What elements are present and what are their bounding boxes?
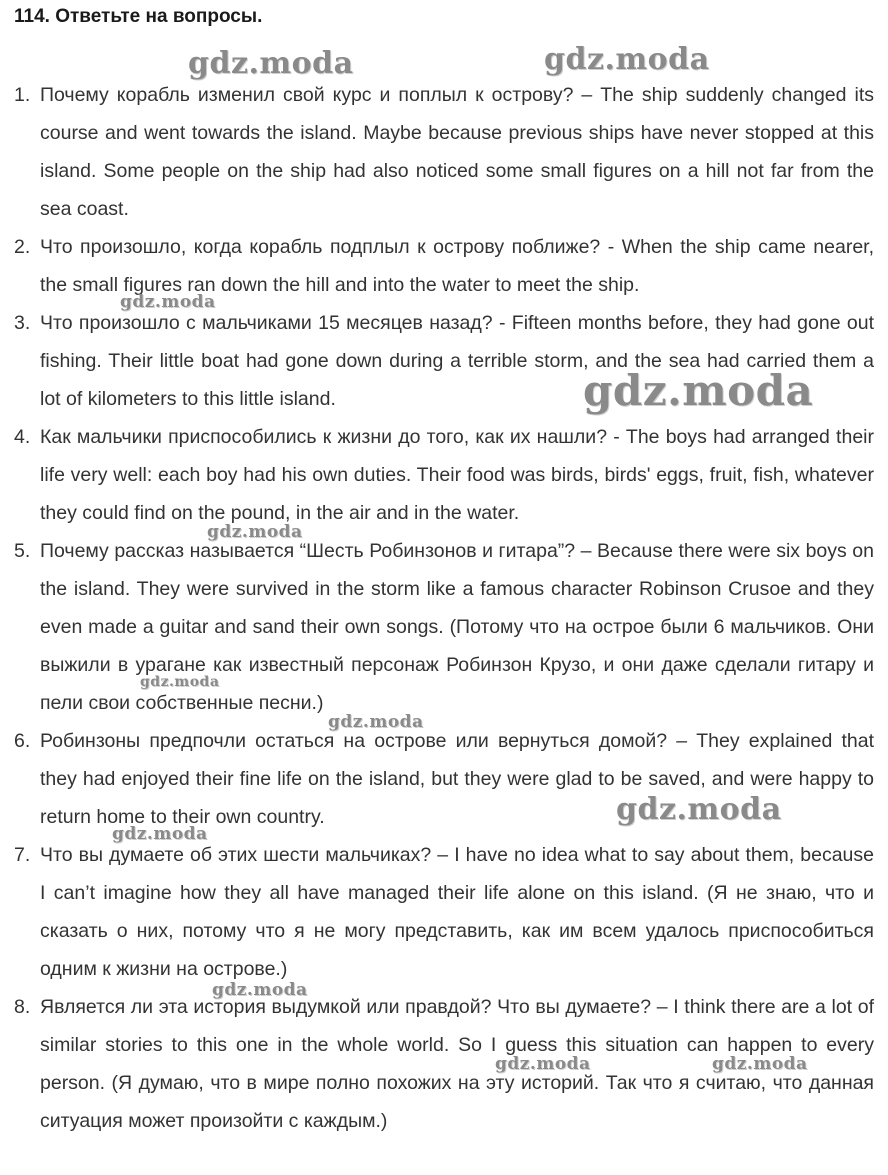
list-item xyxy=(14,228,874,304)
item-text: Почему рассказ называется “Шесть Робинзонов и гитара”? – Because there were six boys on the island. They were survived in the storm like a famous character Robinson Crusoe and they even made a guitar and sand their own songs. (Потому что на острое были 6 мальчиков. Они выжили в урагане как известный персонаж Робинзон Крузо, и они даже сделали гитару и пели свои собственные песни.) xyxy=(40,540,874,714)
item-number: 7. xyxy=(14,844,31,866)
watermark-logo: gdz.moda xyxy=(212,980,308,1000)
item-text: Робинзоны предпочли остаться на острове или вернуться домой? – They explained that they had enjoyed their fine life on the island, but they were glad to be saved, and were happy to return home to their own country. xyxy=(40,730,874,828)
exercise-heading: 114. Ответьте на вопросы. xyxy=(14,6,263,27)
item-number: 6. xyxy=(14,730,31,752)
watermark-logo: gdz.moda xyxy=(328,712,424,732)
list-item xyxy=(14,722,874,836)
list-item xyxy=(14,76,874,228)
item-number: 4. xyxy=(14,426,31,448)
item-text: Что произошло, когда корабль подплыл к острову поближе? - When the ship came nearer, the small figures ran down the hill and into the water to meet the ship. xyxy=(40,236,874,296)
list-item xyxy=(14,988,874,1140)
watermark-logo: gdz.moda xyxy=(616,792,782,827)
item-text: Как мальчики приспособились к жизни до того, как их нашли? - The boys had arranged their life very well: each boy had his own duties. Their food was birds, birds' eggs, fruit, fish, whatever they could find on the pound, in the air and in the water. xyxy=(40,426,874,524)
list-item xyxy=(14,418,874,532)
watermark-logo: gdz.moda xyxy=(207,522,303,542)
watermark-logo: gdz.moda xyxy=(140,674,220,690)
item-number: 8. xyxy=(14,996,31,1018)
watermark-logo: gdz.moda xyxy=(120,292,216,312)
item-text: Почему корабль изменил свой курс и поплыл к острову? – The ship suddenly changed its course and went towards the island. Maybe because previous ships have never stopped at this island. Some people on the ship had also noticed some small figures on a hill not far from the sea coast. xyxy=(40,84,874,220)
watermark-logo: gdz.moda xyxy=(112,824,208,844)
answers-list xyxy=(14,76,874,1140)
item-number: 3. xyxy=(14,312,31,334)
watermark-logo: gdz.moda xyxy=(712,1054,808,1074)
item-number: 2. xyxy=(14,236,31,258)
item-number: 1. xyxy=(14,84,31,106)
watermark-logo: gdz.moda xyxy=(188,46,354,81)
list-item xyxy=(14,836,874,988)
item-text: Что вы думаете об этих шести мальчиках? – I have no idea what to say about them, because I can’t imagine how they all have managed their life alone on this island. (Я не знаю, что и сказать о них, потому что я не могу представить, как им всем удалось приспособиться одним к жизни на острове.) xyxy=(40,844,874,980)
item-text: Что произошло с мальчиками 15 месяцев назад? - Fifteen months before, they had gone out fishing. Their little boat had gone down during a terrible storm, and the sea had carried them a lot of kilometers to this little island. xyxy=(40,312,874,410)
watermark-logo: gdz.moda xyxy=(495,1054,591,1074)
list-item xyxy=(14,532,874,722)
list-item xyxy=(14,304,874,418)
watermark-logo: gdz.moda xyxy=(583,366,814,415)
watermark-logo: gdz.moda xyxy=(544,42,710,77)
item-number: 5. xyxy=(14,540,31,562)
item-text: Является ли эта история выдумкой или правдой? Что вы думаете? – I think there are a lot of similar stories to this one in the whole world. So I guess this situation can happen to every person. (Я думаю, что в мире полно похожих на эту историй. Так что я считаю, что данная ситуация может произойти с каждым.) xyxy=(40,996,874,1132)
